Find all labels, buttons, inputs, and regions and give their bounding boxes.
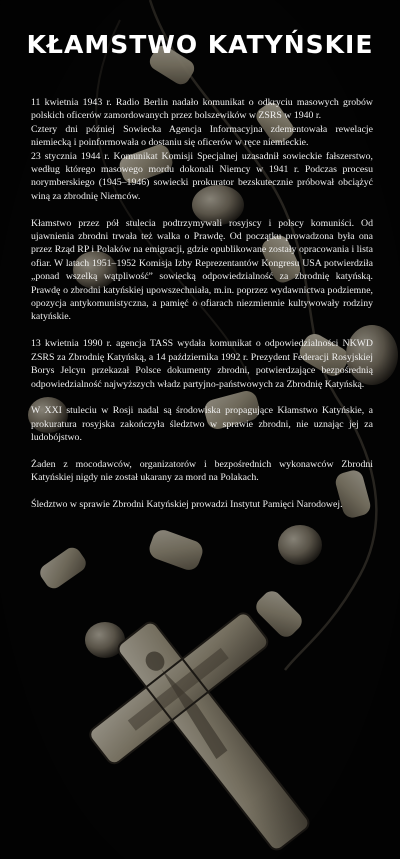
paragraph: Żaden z mocodawców, organizatorów i bezpośrednich wykonawców Zbrodni Katyńskiej nigdy nie został ukarany za mord na Polakach. <box>31 458 373 484</box>
paragraph: Kłamstwo przez pół stulecia podtrzymywali rosyjscy i polscy komuniści. Od ujawnienia zbrodni trwała też walka o Prawdę. Od początku prowadzona była ona przez Rząd RP i Polaków na emigracji, gdzie opublikowane zostały opracowania i lista ofiar. W latach 1951–1952 Komisja Izby Reprezentantów Kongresu USA potwierdziła „ponad wszelką wątpliwość” sowiecką odpowiedzialność za zbrodnię katyńską. Prawdę o zbrodni katyńskiej upowszechniała, m.in. poprzez wydawnictwa podziemne, opozycja antykomunistyczna, a pamięć o ofiarach niezmiennie kultywowały rodziny katyńskie. <box>31 217 373 323</box>
paragraph: 13 kwietnia 1990 r. agencja TASS wydała komunikat o odpowiedzialności NKWD ZSRS za Zbrodnię Katyńską, a 14 października 1992 r. Prezydent Federacji Rosyjskiej Borys Jelcyn przekazał Polsce dokumenty zbrodni, potwierdzające bezpośrednią odpowiedzialność najwyższych władz partyjno-państwowych za Zbrodnię Katyńską. <box>31 338 373 390</box>
article-body <box>31 96 373 525</box>
paragraph: 23 stycznia 1944 r. Komunikat Komisji Specjalnej uzasadnił sowieckie fałszerstwo, według którego masowego mordu dokonali Niemcy w 1941 r. Podczas procesu norymberskiego (1945–1946) sowiecki prokurator bezskutecznie próbował obciążyć winą za zbrodnię Niemców. <box>31 150 373 202</box>
paragraph: 11 kwietnia 1943 r. Radio Berlin nadało komunikat o odkryciu masowych grobów polskich oficerów zamordowanych przez bolszewików w ZSRS w 1940 r. <box>31 97 373 122</box>
paragraph: Cztery dni później Sowiecka Agencja Informacyjna zdementowała rewelacje niemiecką i poinformowała o dostaniu się oficerów w ręce niemieckie. <box>31 123 373 149</box>
paragraph: W XXI stuleciu w Rosji nadal są środowiska propagujące Kłamstwo Katyńskie, a prokuratura rosyjska zakończyła śledztwo w sprawie zbrodni, nie uznając jej za ludobójstwo. <box>31 405 373 444</box>
paragraph: Śledztwo w sprawie Zbrodni Katyńskiej prowadzi Instytut Pamięci Narodowej. <box>31 499 343 511</box>
page-title: KŁAMSTWO KATYŃSKIE <box>26 30 374 59</box>
